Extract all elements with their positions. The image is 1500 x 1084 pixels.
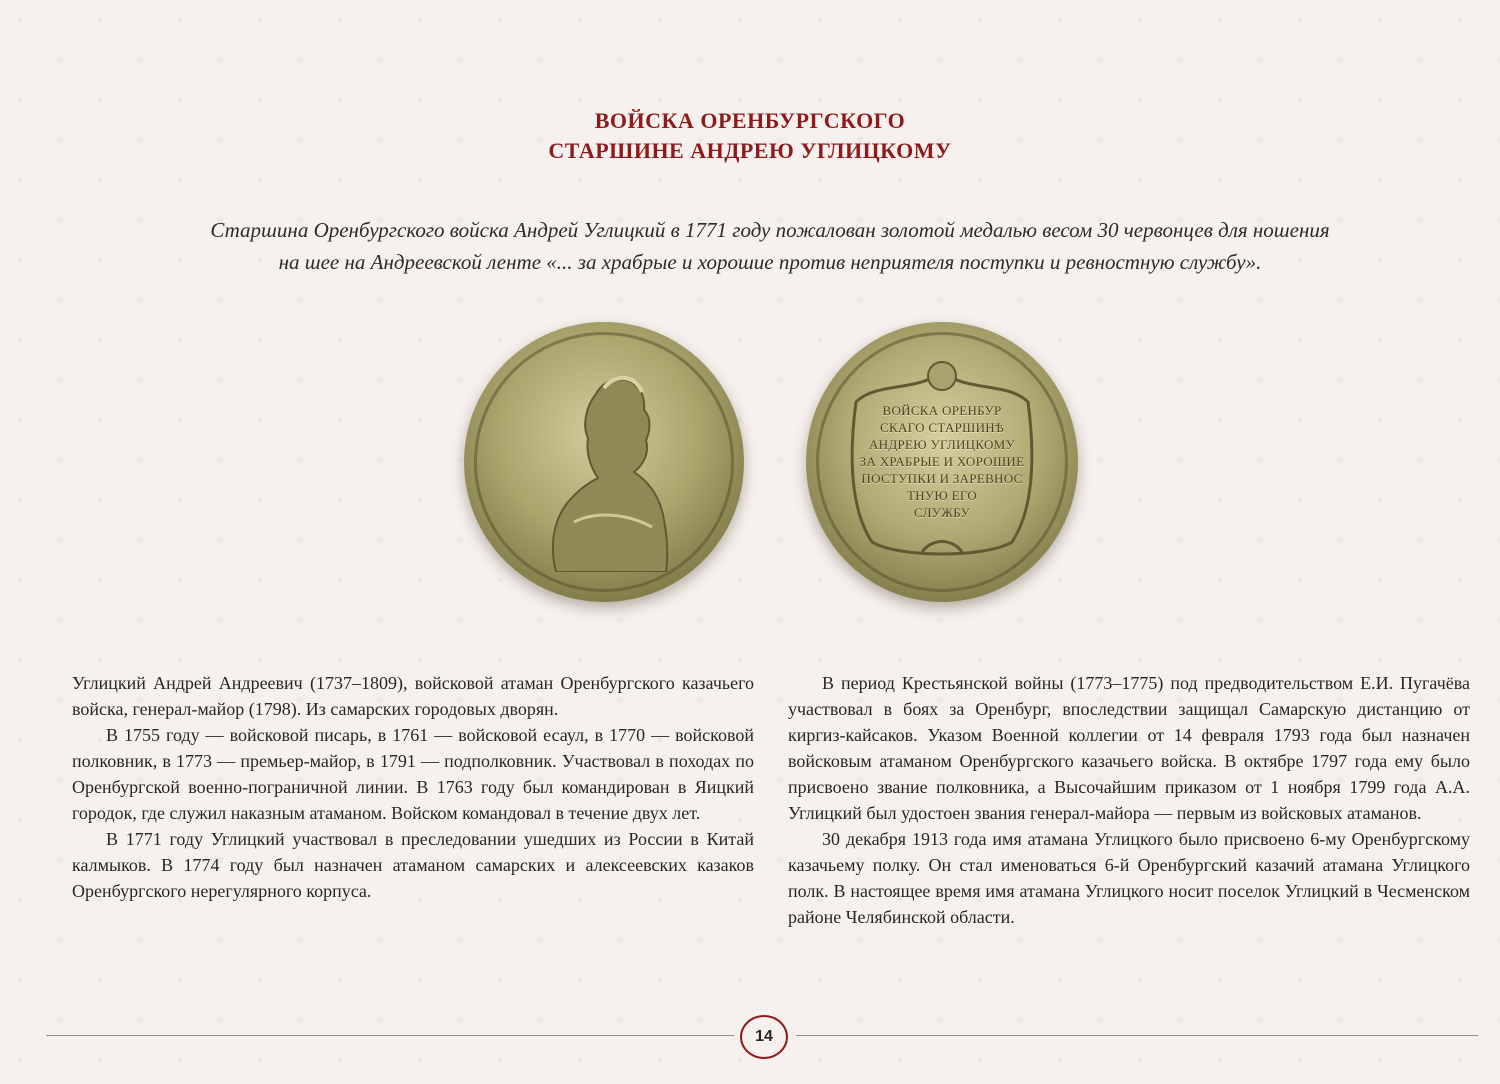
footer-divider-right <box>796 1035 1478 1036</box>
page-title <box>0 106 1500 166</box>
paragraph: В 1755 году — войсковой писарь, в 1761 — войсковой есаул, в 1770 — войсковой полковник, в 1773 — премьер-майор, в 1791 — подполковник. Участвовал в походах по Оренбургской военно-пограничной линии. В 1763 году был командирован в Яицкий городок, где служил наказным атаманом. Войском командовал в течение двух лет. <box>72 725 754 823</box>
inscription-line: ПОСТУПКИ И ЗАРЕВНОС <box>861 471 1023 486</box>
title-line-2: СТАРШИНЕ АНДРЕЮ УГЛИЦКОМУ <box>548 138 952 163</box>
inscription-line: ТНУЮ ЕГО <box>906 488 978 503</box>
paragraph: В период Крестьянской войны (1773–1775) под предводительством Е.И. Пугачёва участвовал в боях за Оренбург, впоследствии защищал Самарскую дистанцию от киргиз-кайсаков. Указом Военной коллегии от 14 февраля 1793 года был назначен войсковым атаманом Оренбургского казачьего войска. В октябре 1797 года ему было присвоено звание полковника, а Высочайшим приказом от 1 ноября 1799 года А.А. Углицкий был удостоен звания генерал-майора — первым из войсковых атаманов. <box>788 673 1470 823</box>
paragraph: 30 декабря 1913 года имя атамана Углицкого было присвоено 6-му Оренбургскому казачьему полку. Он стал именоваться 6-й Оренбургский казачий атамана Углицкого полк. В настоящее время имя атамана Углицкого носит поселок Углицкий в Чесменском районе Челябинской области. <box>788 829 1470 927</box>
empress-portrait-icon <box>534 362 684 572</box>
inscription-line: ВОЙСКА ОРЕНБУР <box>882 403 1002 418</box>
inscription-line: СКАГО СТАРШИНѢ <box>880 420 1004 435</box>
intro-line-1: Старшина Оренбургского войска Андрей Углицкий в 1771 году пожалован золотой медалью весом 30 червонцев для ношения <box>210 218 1330 242</box>
paragraph: Углицкий Андрей Андреевич (1737–1809), войсковой атаман Оренбургского казачьего войска, генерал-майор (1798). Из самарских городовых дворян. <box>72 673 754 719</box>
left-text-column <box>72 670 754 904</box>
inscription-line: АНДРЕЮ УГЛИЦКОМУ <box>868 437 1016 452</box>
intro-paragraph <box>110 214 1430 278</box>
intro-line-2: на шее на Андреевской ленте «... за храбрые и хорошие против неприятеля поступки и ревностную службу». <box>278 250 1262 274</box>
inscription-line: СЛУЖБУ <box>913 505 971 520</box>
medal-inscription <box>852 402 1032 521</box>
footer-divider-left <box>46 1035 734 1036</box>
paragraph: В 1771 году Углицкий участвовал в преследовании ушедших из России в Китай калмыков. В 1774 году был назначен атаманом самарских и алексеевских казаков Оренбургского нерегулярного корпуса. <box>72 829 754 901</box>
inscription-line: ЗА ХРАБРЫЕ И ХОРОШИЕ <box>859 454 1025 469</box>
medal-reverse-image <box>806 322 1078 602</box>
medal-obverse-image <box>464 322 744 602</box>
right-text-column <box>788 670 1470 930</box>
title-line-1: ВОЙСКА ОРЕНБУРГСКОГО <box>594 108 906 133</box>
page-number: 14 <box>740 1015 788 1059</box>
